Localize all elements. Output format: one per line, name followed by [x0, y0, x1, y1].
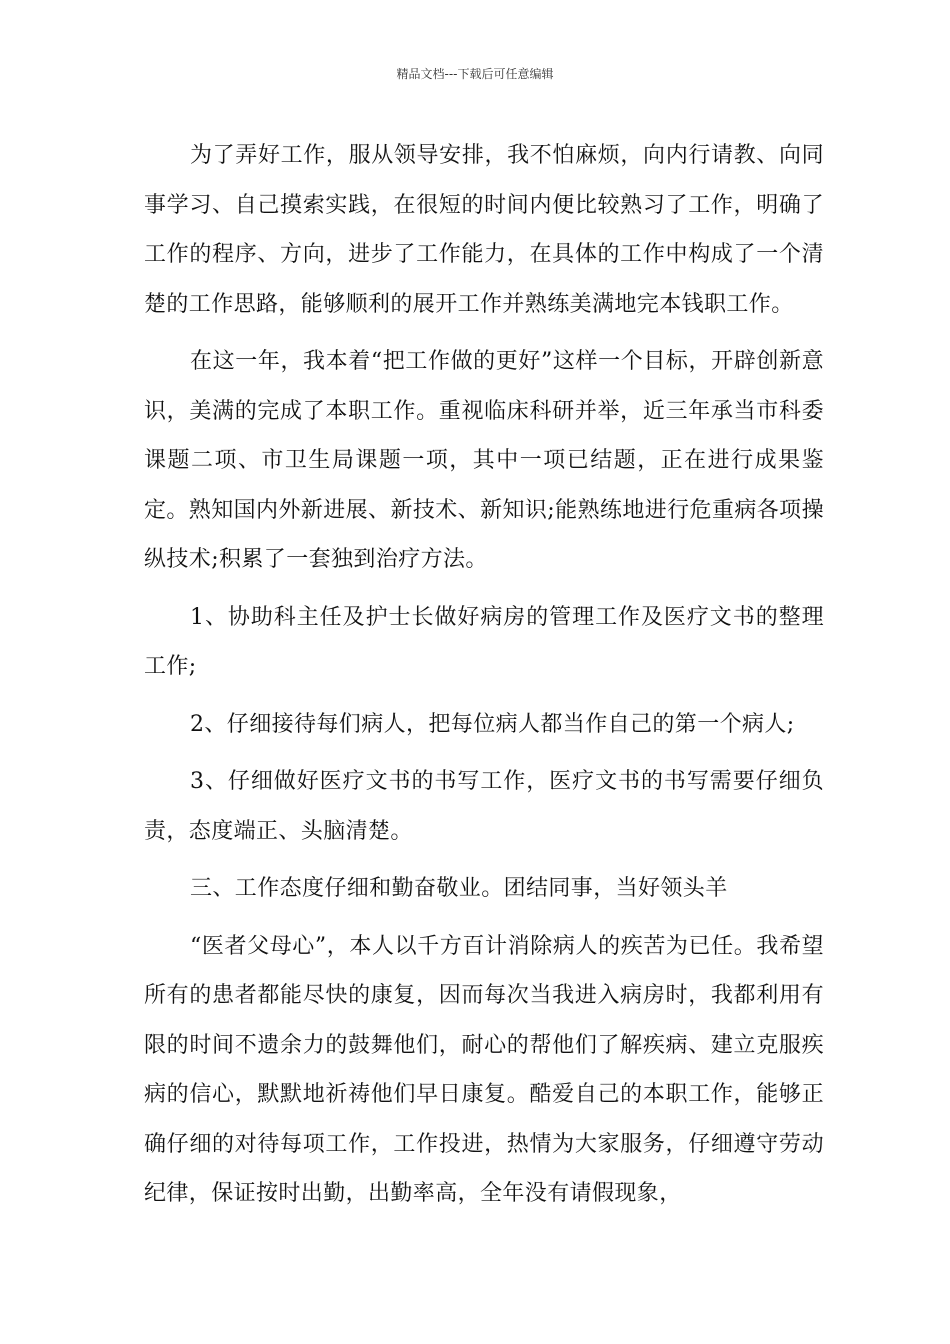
document-body — [144, 131, 824, 1227]
paragraph-annual-goals: 在这一年，我本着“把工作做的更好”这样一个目标，开辟创新意识，美满的完成了本职工作。重视临床科研并举，近三年承当市科委课题二项、市卫生局课题一项，其中一项已结题，正在进行成果鉴定。熟知国内外新进展、新技术、新知识;能熟练地进行危重病各项操纵技术;积累了一套独到治疗方法。 — [144, 349, 824, 572]
paragraph-item-1: 1、协助科主任及护士长做好病房的管理工作及医疗文书的整理工作; — [144, 604, 824, 679]
section-heading-work-attitude: 三、工作态度仔细和勤奋敬业。团结同事，当好领头羊 — [190, 876, 728, 901]
paragraph-item-3: 3、仔细做好医疗文书的书写工作，医疗文书的书写需要仔细负责，态度端正、头脑清楚。 — [144, 769, 824, 844]
paragraph-item-2: 2、仔细接待每们病人，把每位病人都当作自己的第一个病人; — [190, 711, 795, 737]
paragraph-doctor-parent-heart: “医者父母心”，本人以千方百计消除病人的疾苦为已任。我希望所有的患者都能尽快的康复，因而每次当我进入病房时，我都利用有限的时间不遗余力的鼓舞他们，耐心的帮他们了解疾病、建立克服疾病的信心，默默地祈祷他们早日康复。酷爱自己的本职工作，能够正确仔细的对待每项工作，工作投进，热情为大家服务，仔细遵守劳动纪律，保证按时出勤，出勤率高，全年没有请假现象， — [144, 933, 824, 1206]
paragraph-work-familiarization: 为了弄好工作，服从领导安排，我不怕麻烦，向内行请教、向同事学习、自己摸索实践，在很短的时间内便比较熟习了工作，明确了工作的程序、方向，进步了工作能力，在具体的工作中构成了一个清楚的工作思路，能够顺利的展开工作并熟练美满地完本钱职工作。 — [144, 143, 824, 317]
page-header: 精品文档---下载后可任意编辑 — [396, 67, 554, 81]
